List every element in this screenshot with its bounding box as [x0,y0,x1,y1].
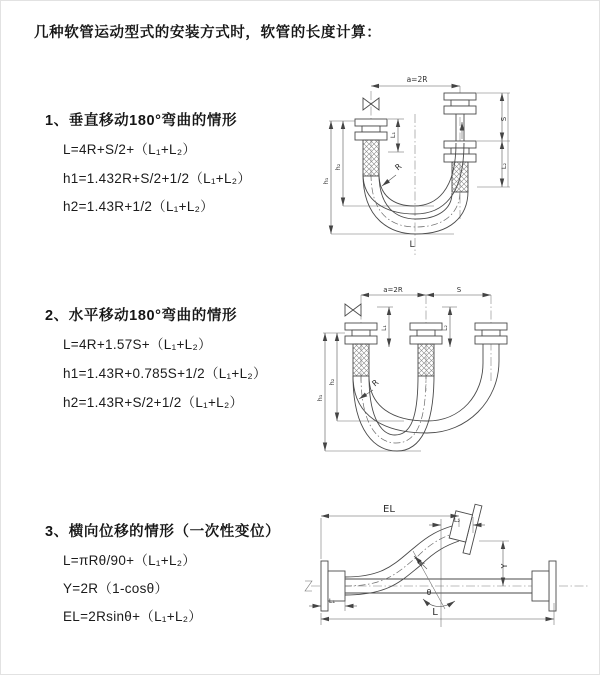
dim-a2r [371,75,460,86]
tilted-flange [447,500,482,554]
middle-fitting [410,323,442,376]
left-fitting [355,119,387,176]
label-r: R [415,558,427,569]
label-l-total: L [409,240,415,250]
section3-formula-L: L=πRθ/90+（L₁+L₂） [63,553,197,568]
section1-formula-L: L=4R+S/2+（L₁+L₂） [63,142,197,157]
label-el: EL [383,504,395,515]
diagram-vertical-180-bend [314,69,596,269]
s-curve-hose [345,526,459,595]
right-flange-original [532,561,556,611]
label-l1: L₁ [328,597,336,605]
valve-icon [345,304,361,316]
section2-formula-h2: h2=1.43R+S/2+1/2（L₁+L₂） [63,395,244,410]
label-h1: h₁ [316,394,324,402]
page-title: 几种软管运动型式的安装方式时，软管的长度计算： [34,25,382,41]
label-theta: θ [426,588,432,597]
label-h2: h₂ [328,378,336,386]
dim-l1 [309,597,357,611]
section1-formula-h1: h1=1.432R+S/2+1/2（L₁+L₂） [63,171,252,186]
dim-l1 [377,307,393,347]
dim-r [414,556,427,569]
section3-heading: 3、横向位移的情形（一次性变位） [45,524,281,540]
label-s: S [456,286,462,294]
diagram-lateral-displacement [301,499,596,656]
label-a2r: a=2R [383,286,403,294]
dim-r [382,162,404,186]
label-l2: L₂ [442,325,449,331]
dim-l1 [388,119,404,152]
section2-formula-L: L=4R+1.57S+（L₁+L₂） [63,337,212,352]
label-l2: L₂ [500,162,508,170]
label-l2: L₂ [453,516,461,524]
label-r: R [370,377,381,389]
diagram-horizontal-180-bend [309,283,596,473]
axis-break-mark [305,581,312,591]
label-h2: h₂ [334,163,342,171]
dim-l2 [442,307,457,347]
dim-h1-h2 [322,121,454,234]
section3-formula-Y: Y=2R（1-cosθ） [63,581,169,596]
label-y: Y [500,563,509,569]
dim-s-l2 [477,93,510,187]
label-l-total: L [432,607,438,618]
section3-formula-EL: EL=2Rsinθ+（L₁+L₂） [63,609,203,624]
section1-formula-h2: h2=1.43R+1/2（L₁+L₂） [63,199,214,214]
left-fitting [345,323,377,376]
right-fitting-moved [475,323,507,344]
label-a2r: a=2R [406,75,428,84]
label-r: R [393,161,404,173]
section2-heading: 2、水平移动180°弯曲的情形 [45,308,238,324]
label-h1: h₁ [322,177,330,185]
section1-heading: 1、垂直移动180°弯曲的情形 [45,113,238,129]
label-l1: L₁ [381,325,388,331]
dim-a2r-s [361,286,491,295]
label-l1: L₁ [389,131,397,139]
section2-formula-h1: h1=1.43R+0.785S+1/2（L₁+L₂） [63,366,267,381]
label-s: S [500,116,508,122]
